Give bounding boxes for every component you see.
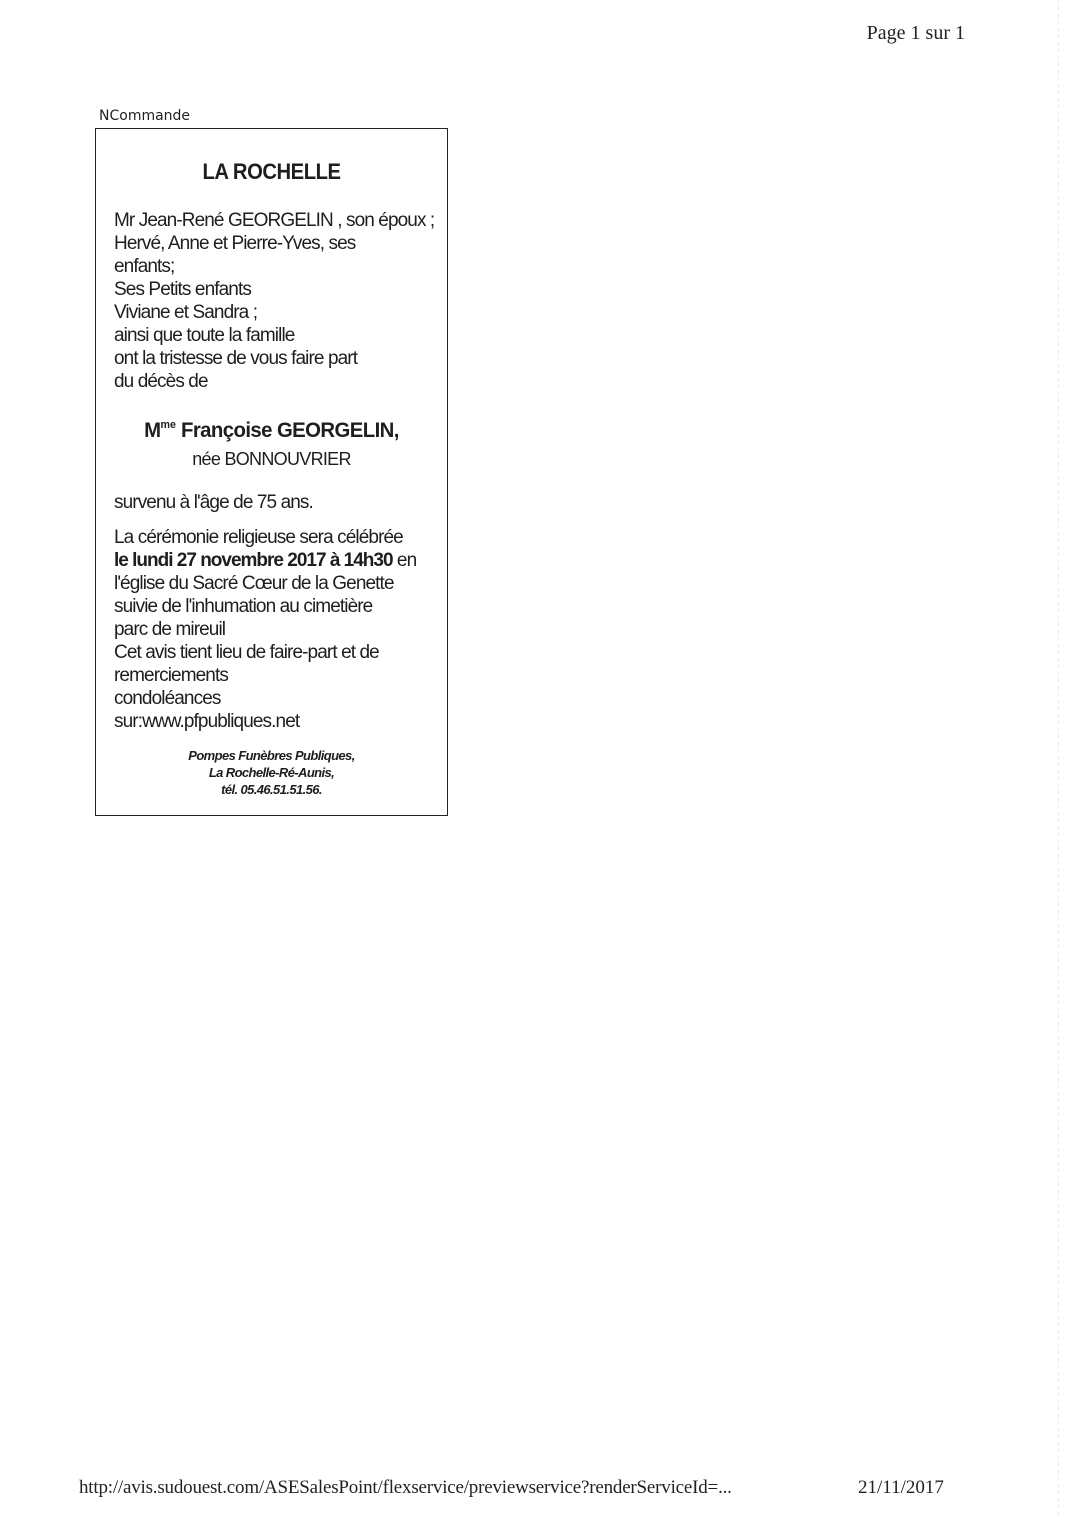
ceremony-details	[114, 526, 444, 733]
funeral-home-signature	[96, 747, 447, 798]
age-statement	[114, 491, 444, 514]
footer-date: 21/11/2017	[858, 1477, 944, 1498]
deceased-name	[102, 419, 442, 443]
deceased-prefix: M	[144, 419, 161, 442]
family-line: enfants;	[114, 256, 175, 277]
ceremony-line: l'église du Sacré Cœur de la Genette	[114, 573, 394, 594]
ceremony-line: La cérémonie religieuse sera célébrée	[114, 527, 403, 548]
family-line: ainsi que toute la famille	[114, 325, 295, 346]
funeral-home-phone: tél. 05.46.51.51.56.	[221, 782, 322, 797]
ceremony-line: parc de mireuil	[114, 619, 226, 640]
funeral-home-name: Pompes Funèbres Publiques,	[188, 748, 355, 763]
ceremony-date-line	[114, 549, 444, 572]
family-line: Mr Jean-René GEORGELIN , son époux ;	[114, 210, 435, 231]
condolences-url: sur:www.pfpubliques.net	[114, 711, 300, 732]
ceremony-line: remerciements	[114, 665, 228, 686]
obituary-notice	[95, 128, 448, 816]
ceremony-line: suivie de l'inhumation au cimetière	[114, 596, 373, 617]
notice-city-heading: LA ROCHELLE	[202, 159, 341, 184]
deceased-full-name: Françoise GEORGELIN,	[181, 419, 399, 442]
footer-url: http://avis.sudouest.com/ASESalesPoint/flexservice/previewservice?renderServiceId=...	[79, 1477, 732, 1498]
order-label: NCommande	[99, 108, 191, 124]
family-line: Viviane et Sandra ;	[114, 302, 258, 323]
family-line: Ses Petits enfants	[114, 279, 251, 300]
ceremony-date-suffix: en	[392, 550, 417, 571]
page-indicator: Page 1 sur 1	[866, 22, 965, 44]
age-line: survenu à l'âge de 75 ans.	[114, 492, 313, 513]
funeral-home-location: La Rochelle-Ré-Aunis,	[208, 765, 335, 780]
family-announcement	[114, 209, 444, 393]
ceremony-date: le lundi 27 novembre 2017 à 14h30	[114, 550, 393, 571]
deceased-prefix-sup: me	[160, 419, 176, 431]
family-line: ont la tristesse de vous faire part	[114, 348, 358, 369]
ceremony-line: condoléances	[114, 688, 221, 709]
ceremony-line: Cet avis tient lieu de faire-part et de	[114, 642, 379, 663]
family-line: du décès de	[114, 371, 208, 392]
family-line: Hervé, Anne et Pierre-Yves, ses	[114, 233, 356, 254]
scan-edge-artifact	[1058, 0, 1059, 1516]
maiden-name: née BONNOUVRIER	[192, 449, 351, 469]
